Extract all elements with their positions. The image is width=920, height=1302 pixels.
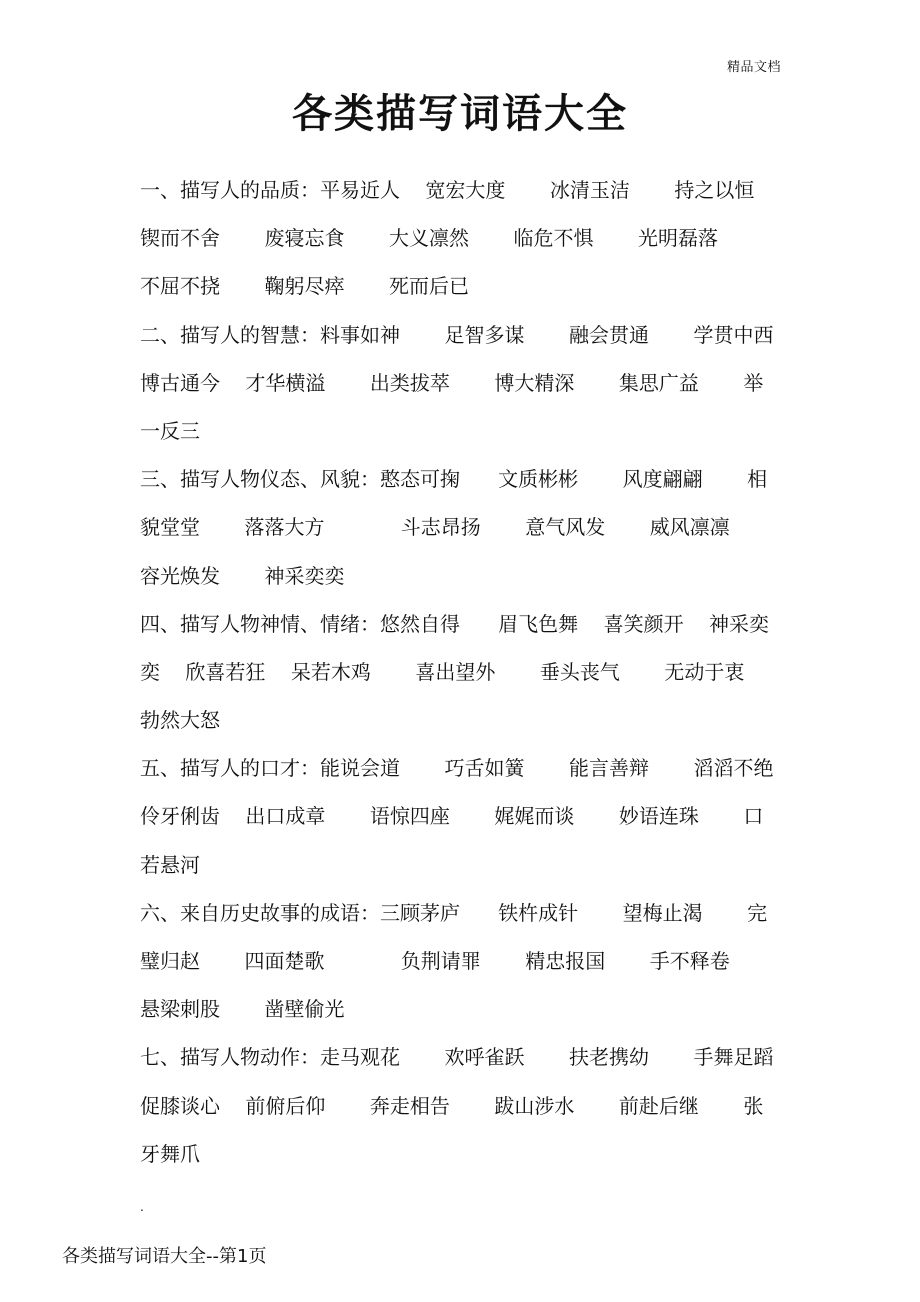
text-line: 貌堂堂 落落大方 斗志昂扬 意气风发 威风凛凛: [140, 515, 730, 540]
text-line: 二、描写人的智慧：料事如神 足智多谋 融会贯通 学贯中西: [140, 322, 774, 347]
header-tag: 精品文档: [726, 60, 781, 75]
text-line: 不屈不挠 鞠躬尽瘁 死而后已: [140, 274, 470, 299]
text-line: 悬梁刺股 凿壁偷光: [140, 997, 345, 1022]
text-line: 五、描写人的口才：能说会道 巧舌如簧 能言善辩 滔滔不绝: [140, 756, 774, 781]
text-line: 四、描写人物神情、情绪：悠然自得 眉飞色舞 喜笑颜开 神采奕: [140, 611, 770, 636]
text-line: 勃然大怒: [140, 708, 220, 733]
text-line: 七、描写人物动作：走马观花 欢呼雀跃 扶老携幼 手舞足蹈: [140, 1045, 774, 1070]
text-line: 牙舞爪: [140, 1141, 200, 1166]
text-line: 若悬河: [140, 852, 200, 877]
stray-dot: .: [140, 1200, 144, 1214]
page-title: 各类描写词语大全: [292, 90, 628, 137]
document-body: [140, 166, 790, 1178]
text-line: 促膝谈心 前俯后仰 奔走相告 跋山涉水 前赴后继 张: [140, 1093, 764, 1118]
page-footer: 各类描写词语大全--第1页: [62, 1246, 267, 1267]
text-line: 一、描写人的品质：平易近人 宽宏大度 冰清玉洁 持之以恒: [140, 178, 755, 202]
text-line: 锲而不舍 废寝忘食 大义凛然 临危不惧 光明磊落: [140, 226, 719, 251]
text-line: 博古通今 才华横溢 出类拔萃 博大精深 集思广益 举: [140, 370, 764, 395]
text-line: 六、来自历史故事的成语：三顾茅庐 铁杵成针 望梅止渴 完: [140, 900, 768, 925]
text-line: 璧归赵 四面楚歌 负荆请罪 精忠报国 手不释卷: [140, 949, 730, 973]
text-line: 容光焕发 神采奕奕: [140, 563, 345, 588]
text-line: 伶牙俐齿 出口成章 语惊四座 娓娓而谈 妙语连珠 口: [140, 804, 764, 829]
text-line: 一反三: [140, 418, 200, 443]
text-line: 三、描写人物仪态、风貌：憨态可掬 文质彬彬 风度翩翩 相: [140, 467, 768, 492]
text-line: 奕 欣喜若狂 呆若木鸡 喜出望外 垂头丧气 无动于衷: [140, 659, 745, 684]
